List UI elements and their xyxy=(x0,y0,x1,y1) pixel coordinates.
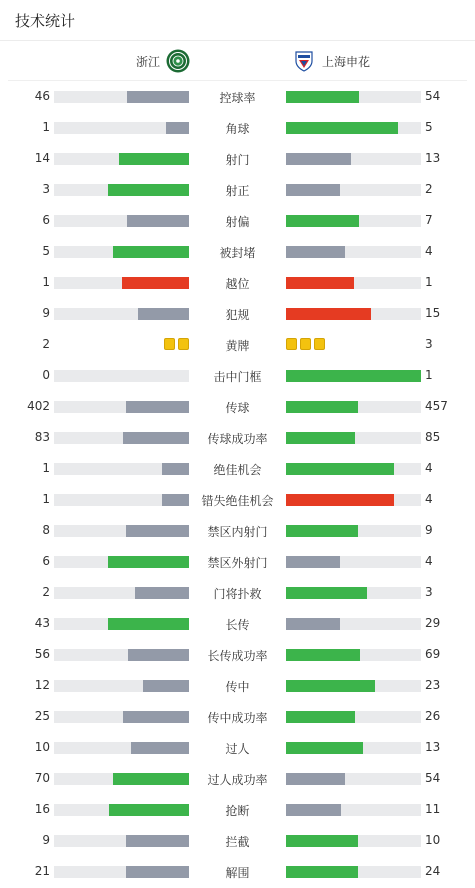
home-stat-bar xyxy=(54,277,189,289)
away-stat-bar-fill xyxy=(286,773,345,785)
away-stat-value: 4 xyxy=(425,554,433,568)
home-stat-bar xyxy=(54,587,189,599)
stat-label: 绝佳机会 xyxy=(213,463,262,477)
home-stat-value: 9 xyxy=(42,833,50,847)
home-stat-bar xyxy=(54,184,189,196)
yellow-card-icon xyxy=(178,338,189,350)
stat-row xyxy=(0,484,475,515)
home-stat-bar-fill xyxy=(122,277,190,289)
stat-label: 射正 xyxy=(225,184,250,198)
away-stat-value: 13 xyxy=(425,151,441,165)
home-stat-bar xyxy=(54,215,189,227)
home-stat-bar xyxy=(54,370,189,382)
home-stat-bar-fill xyxy=(138,308,189,320)
stat-label: 射门 xyxy=(225,153,250,167)
home-stat-bar xyxy=(54,649,189,661)
home-stat-bar-fill xyxy=(113,246,189,258)
stat-label: 禁区内射门 xyxy=(207,525,268,539)
away-stat-value: 11 xyxy=(425,802,441,816)
away-stat-value: 4 xyxy=(425,461,433,475)
away-stat-bar-fill xyxy=(286,153,351,165)
away-stat-value: 24 xyxy=(425,864,441,878)
page-title: 技术统计 xyxy=(15,12,76,30)
away-stat-bar xyxy=(286,153,421,165)
home-stat-bar-fill xyxy=(135,587,189,599)
header xyxy=(0,0,475,41)
away-stat-bar xyxy=(286,122,421,134)
home-stat-bar xyxy=(54,401,189,413)
away-stat-bar-fill xyxy=(286,525,358,537)
home-stat-bar xyxy=(54,711,189,723)
home-stat-bar-fill xyxy=(127,91,189,103)
home-stat-value: 2 xyxy=(42,585,50,599)
away-stat-bar xyxy=(286,773,421,785)
home-yellow-cards xyxy=(164,338,189,350)
stat-row xyxy=(0,236,475,267)
away-stat-value: 69 xyxy=(425,647,441,661)
away-stat-bar xyxy=(286,866,421,878)
home-stat-bar xyxy=(54,308,189,320)
away-stat-value: 1 xyxy=(425,275,433,289)
home-stat-value: 16 xyxy=(34,802,50,816)
yellow-card-icon xyxy=(286,338,297,350)
stat-row xyxy=(0,856,475,887)
home-stat-bar-fill xyxy=(127,215,189,227)
away-stat-bar-fill xyxy=(286,866,358,878)
home-stat-bar xyxy=(54,494,189,506)
away-stat-bar xyxy=(286,587,421,599)
stat-row xyxy=(0,453,475,484)
stat-row xyxy=(0,546,475,577)
stat-label: 过人 xyxy=(225,742,250,756)
away-stat-bar xyxy=(286,308,421,320)
home-stat-bar-fill xyxy=(108,184,189,196)
stat-label: 射偏 xyxy=(225,215,250,229)
home-stat-value: 3 xyxy=(42,182,50,196)
stat-label: 长传 xyxy=(225,618,250,632)
away-team-name: 上海申花 xyxy=(322,54,371,69)
away-stat-bar-fill xyxy=(286,308,371,320)
away-stat-value: 1 xyxy=(425,368,433,382)
stat-label: 被封堵 xyxy=(219,246,256,260)
away-stat-bar xyxy=(286,804,421,816)
home-stat-value: 6 xyxy=(42,554,50,568)
home-stat-value: 8 xyxy=(42,523,50,537)
away-team-logo-icon xyxy=(292,49,316,73)
away-stat-value: 2 xyxy=(425,182,433,196)
away-stat-bar xyxy=(286,494,421,506)
home-stat-bar xyxy=(54,153,189,165)
home-stat-bar-fill xyxy=(126,835,189,847)
home-stat-bar xyxy=(54,246,189,258)
away-stat-bar xyxy=(286,432,421,444)
away-stat-bar-fill xyxy=(286,494,394,506)
home-stat-value: 1 xyxy=(42,492,50,506)
away-stat-bar xyxy=(286,680,421,692)
home-stat-value: 2 xyxy=(42,337,50,351)
home-stat-bar-fill xyxy=(126,525,189,537)
stat-label: 错失绝佳机会 xyxy=(201,494,274,508)
home-stat-value: 12 xyxy=(34,678,50,692)
home-stat-value: 43 xyxy=(34,616,50,630)
away-stat-value: 29 xyxy=(425,616,441,630)
home-stat-bar-fill xyxy=(131,742,189,754)
away-stat-bar-fill xyxy=(286,618,340,630)
stat-label: 犯规 xyxy=(225,308,250,322)
home-stat-bar-fill xyxy=(108,556,189,568)
stat-label: 解围 xyxy=(225,866,250,880)
stat-label: 越位 xyxy=(225,277,250,291)
home-stat-bar xyxy=(54,91,189,103)
away-stat-bar-fill xyxy=(286,556,340,568)
away-stat-value: 9 xyxy=(425,523,433,537)
away-stat-bar-fill xyxy=(286,680,375,692)
stat-label: 拦截 xyxy=(225,835,250,849)
stat-row xyxy=(0,794,475,825)
stat-label: 长传成功率 xyxy=(207,649,268,663)
home-stat-bar-fill xyxy=(128,649,189,661)
away-stat-bar-fill xyxy=(286,432,355,444)
home-stat-bar xyxy=(54,556,189,568)
stat-label: 抢断 xyxy=(225,804,250,818)
away-stat-value: 85 xyxy=(425,430,441,444)
away-stat-bar-fill xyxy=(286,401,358,413)
away-stat-bar-fill xyxy=(286,184,340,196)
stat-row xyxy=(0,763,475,794)
home-stat-bar-fill xyxy=(123,432,189,444)
away-stat-bar xyxy=(286,556,421,568)
stat-label: 角球 xyxy=(225,122,250,136)
stat-row xyxy=(0,298,475,329)
stat-row xyxy=(0,670,475,701)
away-stat-bar-fill xyxy=(286,711,355,723)
stat-row xyxy=(0,732,475,763)
yellow-card-icon xyxy=(164,338,175,350)
stat-label: 击中门框 xyxy=(213,370,262,384)
home-stat-bar-fill xyxy=(162,494,189,506)
stat-label: 禁区外射门 xyxy=(207,556,268,570)
stat-row xyxy=(0,515,475,546)
home-stat-bar xyxy=(54,432,189,444)
stat-row xyxy=(0,608,475,639)
home-stat-value: 9 xyxy=(42,306,50,320)
away-team[interactable] xyxy=(292,49,370,73)
stat-label: 门将扑救 xyxy=(213,587,262,601)
away-stat-bar xyxy=(286,370,421,382)
away-stat-bar xyxy=(286,525,421,537)
away-stat-bar-fill xyxy=(286,463,394,475)
stat-row xyxy=(0,701,475,732)
away-stat-bar-fill xyxy=(286,804,341,816)
stat-label: 传球 xyxy=(225,401,250,415)
home-stat-bar xyxy=(54,525,189,537)
teams-header xyxy=(0,41,475,81)
home-stat-value: 21 xyxy=(34,864,50,878)
away-stat-bar-fill xyxy=(286,835,358,847)
home-stat-value: 56 xyxy=(34,647,50,661)
away-stat-bar xyxy=(286,91,421,103)
home-stat-bar xyxy=(54,804,189,816)
home-stat-bar xyxy=(54,773,189,785)
stat-label: 传球成功率 xyxy=(207,432,268,446)
home-stat-bar-fill xyxy=(123,711,189,723)
home-stat-bar xyxy=(54,618,189,630)
away-stat-bar-fill xyxy=(286,122,398,134)
stat-label: 控球率 xyxy=(219,91,256,105)
home-stat-bar xyxy=(54,680,189,692)
stat-row xyxy=(0,174,475,205)
away-stat-bar xyxy=(286,835,421,847)
away-stat-value: 3 xyxy=(425,337,433,351)
away-stat-value: 457 xyxy=(425,399,448,413)
away-stat-bar xyxy=(286,184,421,196)
stat-row xyxy=(0,422,475,453)
home-stat-value: 402 xyxy=(27,399,50,413)
home-stat-value: 0 xyxy=(42,368,50,382)
home-stat-value: 10 xyxy=(34,740,50,754)
home-stat-value: 14 xyxy=(34,151,50,165)
away-stat-bar-fill xyxy=(286,277,354,289)
home-stat-bar xyxy=(54,742,189,754)
home-stat-value: 25 xyxy=(34,709,50,723)
stat-row xyxy=(0,205,475,236)
stat-row xyxy=(0,112,475,143)
home-team-logo-icon xyxy=(166,49,190,73)
stat-row xyxy=(0,329,475,360)
stat-row xyxy=(0,639,475,670)
stat-row xyxy=(0,143,475,174)
away-stat-value: 26 xyxy=(425,709,441,723)
stat-row xyxy=(0,81,475,112)
away-stat-bar xyxy=(286,463,421,475)
away-stat-value: 4 xyxy=(425,244,433,258)
home-stat-value: 5 xyxy=(42,244,50,258)
away-stat-bar xyxy=(286,618,421,630)
home-stat-bar xyxy=(54,835,189,847)
home-team[interactable] xyxy=(136,49,190,73)
away-stat-bar xyxy=(286,711,421,723)
away-stat-value: 10 xyxy=(425,833,441,847)
away-stat-value: 7 xyxy=(425,213,433,227)
home-stat-value: 46 xyxy=(34,89,50,103)
away-stat-bar-fill xyxy=(286,587,367,599)
home-stat-bar-fill xyxy=(126,401,189,413)
home-stat-bar-fill xyxy=(126,866,189,878)
away-stat-bar xyxy=(286,401,421,413)
stat-row xyxy=(0,360,475,391)
away-stat-value: 3 xyxy=(425,585,433,599)
away-stat-bar xyxy=(286,277,421,289)
stat-row xyxy=(0,267,475,298)
home-stat-bar-fill xyxy=(119,153,189,165)
stat-label: 传中 xyxy=(225,680,250,694)
home-stat-value: 83 xyxy=(34,430,50,444)
home-stat-value: 1 xyxy=(42,275,50,289)
away-stat-value: 54 xyxy=(425,771,441,785)
away-stat-bar-fill xyxy=(286,215,359,227)
home-stat-value: 1 xyxy=(42,120,50,134)
yellow-card-icon xyxy=(314,338,325,350)
away-stat-value: 54 xyxy=(425,89,441,103)
home-stat-value: 70 xyxy=(34,771,50,785)
stat-label: 黄牌 xyxy=(225,339,250,353)
away-stat-bar xyxy=(286,215,421,227)
away-stat-value: 5 xyxy=(425,120,433,134)
away-stat-value: 4 xyxy=(425,492,433,506)
home-stat-bar xyxy=(54,866,189,878)
away-stat-bar xyxy=(286,246,421,258)
stat-row xyxy=(0,577,475,608)
home-stat-bar-fill xyxy=(143,680,189,692)
yellow-card-icon xyxy=(300,338,311,350)
away-stat-bar-fill xyxy=(286,246,345,258)
home-stat-bar xyxy=(54,122,189,134)
away-stat-value: 23 xyxy=(425,678,441,692)
stat-row xyxy=(0,825,475,856)
home-stat-bar-fill xyxy=(113,773,189,785)
away-stat-bar xyxy=(286,649,421,661)
home-stat-value: 1 xyxy=(42,461,50,475)
home-stat-bar-fill xyxy=(166,122,189,134)
home-stat-value: 6 xyxy=(42,213,50,227)
away-stat-value: 15 xyxy=(425,306,441,320)
home-team-name: 浙江 xyxy=(135,54,160,69)
away-stat-bar-fill xyxy=(286,649,360,661)
away-stat-bar-fill xyxy=(286,91,359,103)
home-stat-bar-fill xyxy=(162,463,189,475)
home-stat-bar-fill xyxy=(108,618,189,630)
home-stat-bar-fill xyxy=(109,804,189,816)
away-yellow-cards xyxy=(286,338,325,350)
home-stat-bar xyxy=(54,463,189,475)
stat-label: 过人成功率 xyxy=(207,773,268,787)
away-stat-value: 13 xyxy=(425,740,441,754)
away-stat-bar xyxy=(286,742,421,754)
away-stat-bar-fill xyxy=(286,370,421,382)
stat-label: 传中成功率 xyxy=(207,711,268,725)
stat-row xyxy=(0,391,475,422)
away-stat-bar-fill xyxy=(286,742,363,754)
